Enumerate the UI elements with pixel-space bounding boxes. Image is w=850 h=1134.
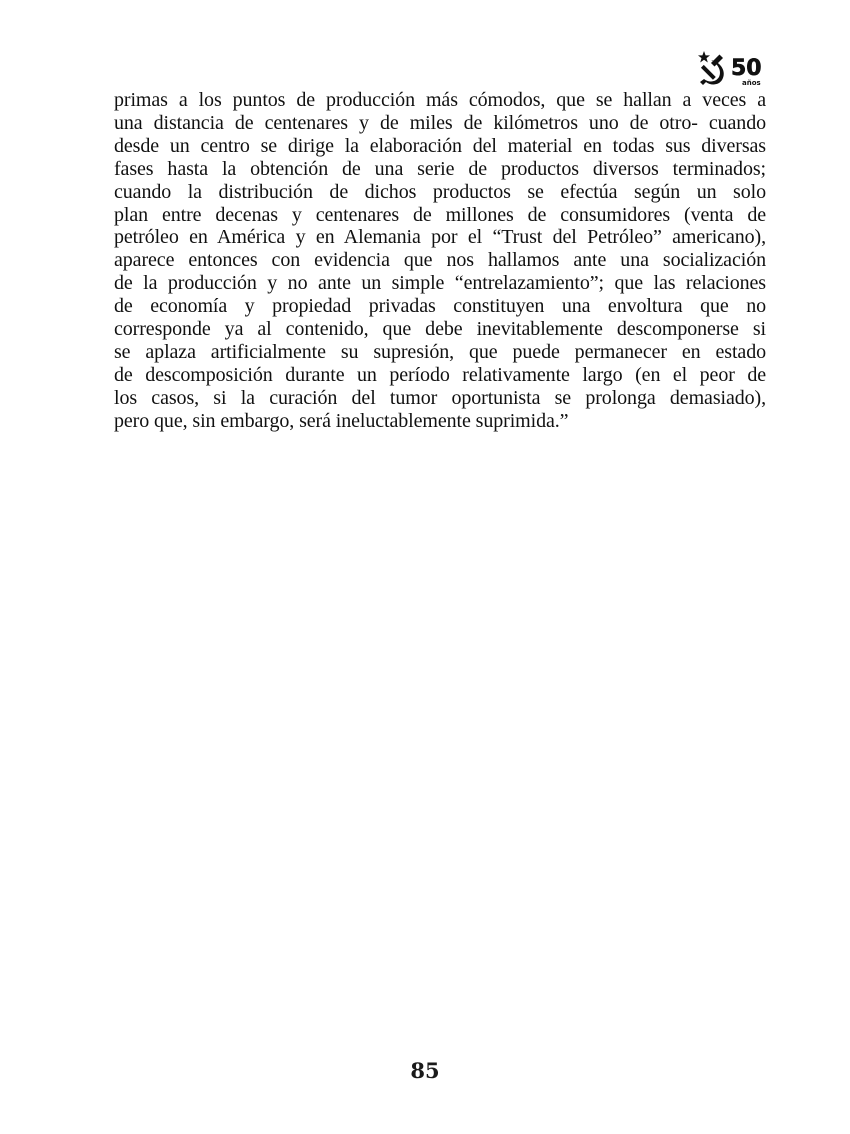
text-line: fases hasta la obtención de una serie de productos diversos terminados;	[114, 157, 766, 180]
text-line: se aplaza artificialmente su supresión, que puede permanecer en estado	[114, 340, 766, 363]
text-line: plan entre decenas y centenares de millones de consumidores (venta de	[114, 203, 766, 226]
text-line: desde un centro se dirige la elaboración del material en todas sus diversas	[114, 134, 766, 157]
text-line: de economía y propiedad privadas constituyen una envoltura que no	[114, 295, 766, 318]
text-line: de la producción y no ante un simple “entrelazamiento”; que las relaciones	[114, 272, 766, 295]
anniversary-logo	[697, 50, 769, 88]
text-line: una distancia de centenares y de miles de kilómetros uno de otro- cuando	[114, 111, 766, 134]
text-line: de descomposición durante un período relativamente largo (en el peor de	[114, 363, 766, 386]
page-number: 85	[410, 1058, 440, 1083]
body-paragraph	[114, 89, 766, 433]
text-line: los casos, si la curación del tumor oportunista se prolonga demasiado),	[114, 386, 766, 409]
text-line: petróleo en América y en Alemania por el “Trust del Petróleo” americano),	[114, 226, 766, 249]
svg-text:años: años	[742, 79, 761, 87]
text-line: primas a los puntos de producción más cómodos, que se hallan a veces a	[114, 89, 766, 111]
text-line: cuando la distribución de dichos productos se efectúa según un solo	[114, 180, 766, 203]
text-line: corresponde ya al contenido, que debe inevitablemente descomponerse si	[114, 318, 766, 341]
svg-text:50: 50	[731, 56, 762, 81]
hammer-sickle-star-icon	[697, 50, 769, 88]
text-line: pero que, sin embargo, será ineluctablemente suprimida.”	[114, 409, 569, 432]
text-line: aparece entonces con evidencia que nos hallamos ante una socialización	[114, 249, 766, 272]
